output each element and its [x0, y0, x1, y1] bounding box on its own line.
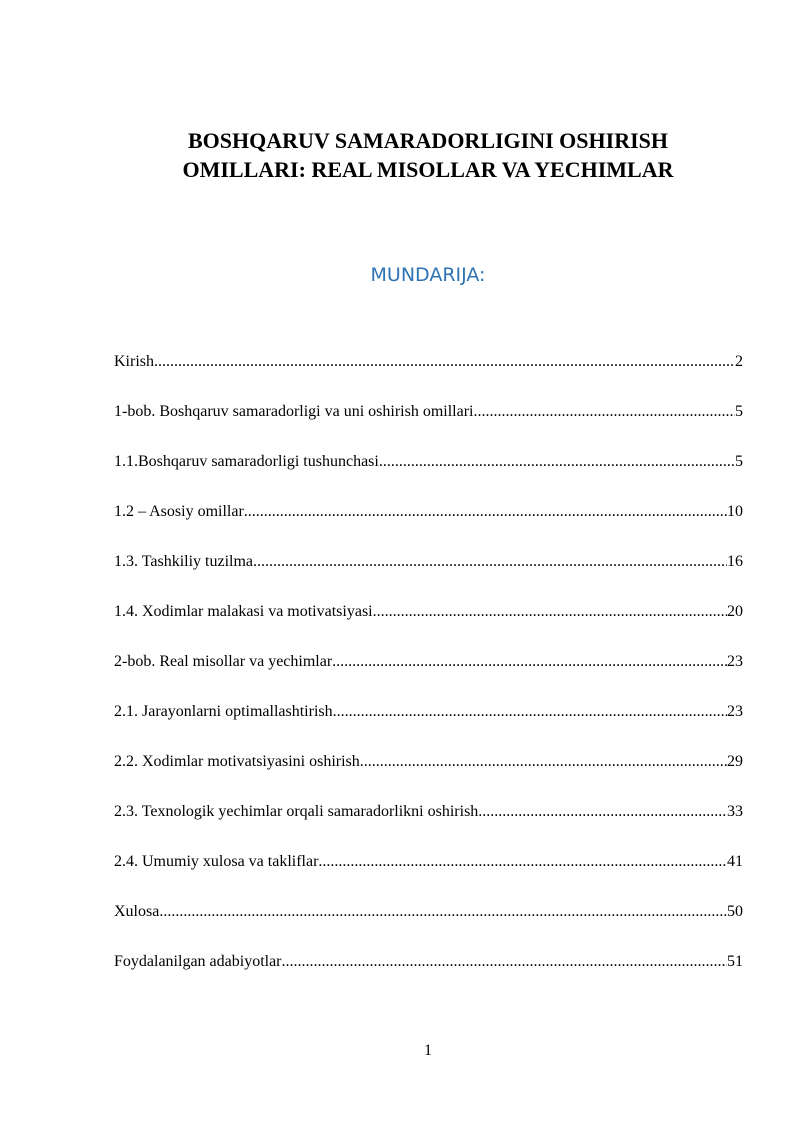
toc-entry-page: 16	[727, 553, 743, 570]
toc-entry-page: 50	[727, 903, 743, 920]
toc-leader-dots	[379, 452, 735, 472]
toc-entry-page: 20	[727, 603, 743, 620]
toc-entry-section-1-4[interactable]	[114, 602, 743, 652]
toc-entry-xulosa[interactable]	[114, 902, 743, 952]
toc-entry-page: 23	[727, 653, 743, 670]
toc-entry-label: 1.4. Xodimlar malakasi va motivatsiyasi	[114, 603, 373, 620]
toc-entry-chapter-1[interactable]	[114, 402, 743, 452]
toc-leader-dots	[474, 402, 736, 422]
toc-entry-label: 2.3. Texnologik yechimlar orqali samaradorlikni oshirish	[114, 803, 479, 820]
toc-leader-dots	[478, 802, 727, 822]
toc-entry-section-1-1[interactable]	[114, 452, 743, 502]
toc-entry-section-2-4[interactable]	[114, 852, 743, 902]
toc-leader-dots	[282, 952, 727, 972]
toc-entry-label: 1.1.Boshqaruv samaradorligi tushunchasi	[114, 453, 379, 470]
toc-entry-section-2-2[interactable]	[114, 752, 743, 802]
toc-entry-page: 41	[727, 853, 743, 870]
toc-entry-references[interactable]	[114, 952, 743, 1002]
toc-entry-page: 5	[735, 453, 743, 470]
toc-entry-section-1-3[interactable]	[114, 552, 743, 602]
toc-leader-dots	[332, 652, 727, 672]
toc-entry-label: 1.2 – Asosiy omillar	[114, 503, 244, 520]
toc-entry-chapter-2[interactable]	[114, 652, 743, 702]
toc-entry-section-1-2[interactable]	[114, 502, 743, 552]
toc-leader-dots	[154, 352, 735, 372]
page-number: 1	[424, 1042, 432, 1059]
toc-entry-label: 2.1. Jarayonlarni optimallashtirish	[114, 703, 333, 720]
toc-entry-page: 51	[727, 953, 743, 970]
toc-leader-dots	[373, 602, 727, 622]
toc-leader-dots	[333, 702, 727, 722]
toc-entry-page: 2	[735, 353, 743, 370]
toc-leader-dots	[360, 752, 727, 772]
toc-entry-label: Foydalanilgan adabiyotlar	[114, 953, 282, 970]
toc-entry-page: 33	[727, 803, 743, 820]
toc-leader-dots	[318, 852, 727, 872]
toc-entry-label: 2-bob. Real misollar va yechimlar	[114, 653, 333, 670]
toc-entry-section-2-3[interactable]	[114, 802, 743, 852]
document-title-line-1: BOSHQARUV SAMARADORLIGINI OSHIRISH	[187, 128, 668, 153]
toc-entry-label: 2.4. Umumiy xulosa va takliflar	[114, 853, 319, 870]
document-title	[100, 126, 756, 184]
toc-entry-label: 1.3. Tashkiliy tuzilma	[114, 553, 254, 570]
toc-entry-section-2-1[interactable]	[114, 702, 743, 752]
toc-entry-label: 2.2. Xodimlar motivatsiyasini oshirish	[114, 753, 360, 770]
toc-entry-kirish[interactable]	[114, 352, 743, 402]
toc-entry-page: 23	[727, 703, 743, 720]
table-of-contents	[114, 352, 743, 1002]
toc-heading: MUNDARIJA:	[370, 264, 486, 286]
toc-leader-dots	[159, 902, 727, 922]
toc-entry-label: Kirish	[114, 353, 154, 370]
toc-entry-page: 10	[727, 503, 743, 520]
toc-leader-dots	[244, 502, 727, 522]
toc-entry-label: 1-bob. Boshqaruv samaradorligi va uni oshirish omillari	[114, 403, 474, 420]
toc-leader-dots	[253, 552, 727, 572]
toc-entry-page: 5	[735, 403, 743, 420]
document-title-line-2: OMILLARI: REAL MISOLLAR VA YECHIMLAR	[182, 157, 674, 182]
toc-entry-label: Xulosa	[114, 903, 160, 920]
toc-entry-page: 29	[727, 753, 743, 770]
